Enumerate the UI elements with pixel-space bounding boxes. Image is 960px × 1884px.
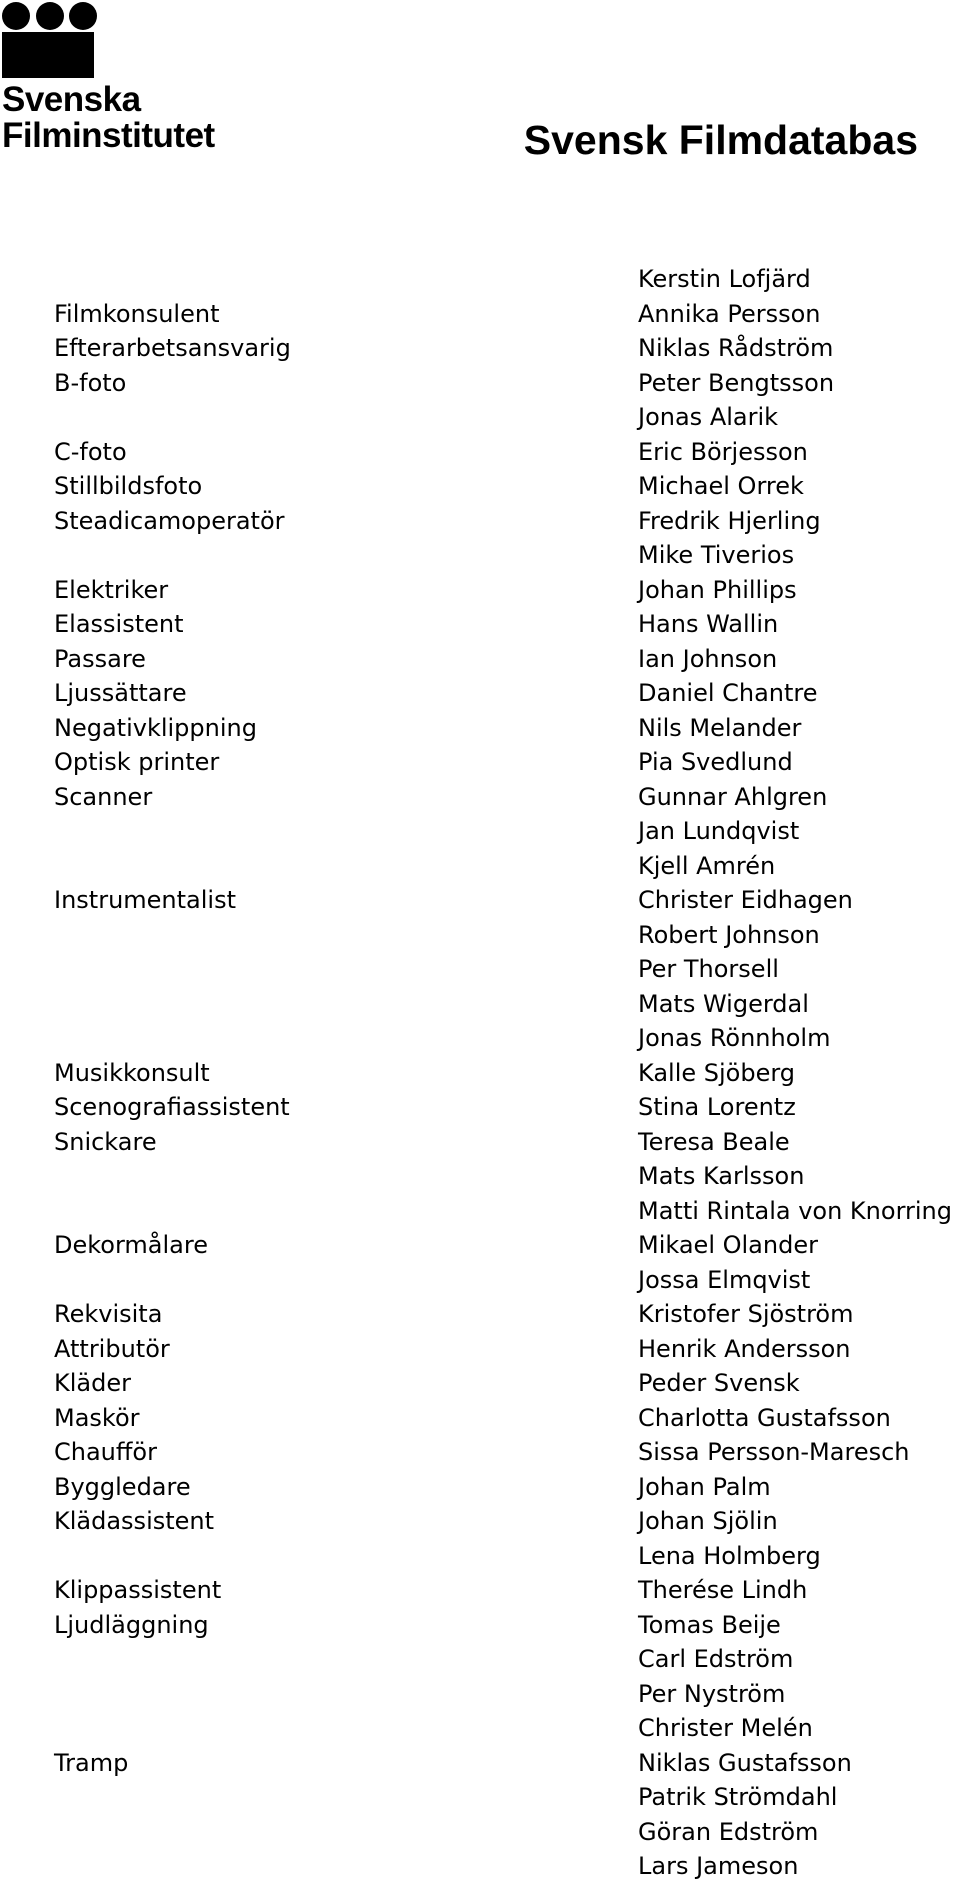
credit-person: Johan Palm: [638, 1472, 771, 1501]
credit-row: [0, 469, 960, 504]
credit-role: Scanner: [54, 782, 153, 811]
credit-person: Carl Edström: [638, 1645, 794, 1673]
credit-person: Pia Svedlund: [638, 748, 793, 776]
credit-row: [0, 676, 960, 711]
credit-row: [0, 538, 960, 573]
logo-dot: [36, 2, 64, 30]
credit-row: [0, 262, 960, 297]
credit-person: Lena Holmberg: [638, 1541, 821, 1570]
credit-row: [0, 952, 960, 987]
credit-person: Per Nyström: [638, 1679, 786, 1708]
credit-row: [0, 745, 960, 780]
credit-row: [0, 1332, 960, 1367]
credit-row: [0, 1401, 960, 1436]
logo-dot: [2, 2, 30, 30]
credit-person: Jan Lundqvist: [638, 817, 800, 845]
credit-person: Christer Melén: [638, 1714, 813, 1742]
credit-person: Johan Phillips: [638, 575, 797, 604]
credit-role: Klädassistent: [54, 1507, 215, 1535]
credit-row: [0, 1435, 960, 1470]
credit-person: Lars Jameson: [638, 1852, 799, 1880]
svenska-filminstitutet-logo: [2, 2, 252, 158]
credit-role: Kläder: [54, 1369, 131, 1397]
credit-row: [0, 711, 960, 746]
credit-role: Filmkonsulent: [54, 299, 220, 328]
credit-role: Passare: [54, 644, 146, 673]
credit-person: Robert Johnson: [638, 920, 820, 949]
credit-row: [0, 1573, 960, 1608]
credit-row: [0, 780, 960, 815]
credit-row: [0, 1470, 960, 1505]
credit-person: Matti Rintala von Knorring: [638, 1196, 952, 1225]
credit-row: [0, 1677, 960, 1712]
credit-row: [0, 1056, 960, 1091]
credit-role: Tramp: [54, 1748, 129, 1777]
credit-person: Henrik Andersson: [638, 1334, 851, 1363]
credit-person: Kjell Amrén: [638, 851, 776, 880]
credit-row: [0, 1780, 960, 1815]
credit-role: Ljussättare: [54, 679, 187, 707]
credit-person: Per Thorsell: [638, 955, 779, 983]
credit-role: Byggledare: [54, 1472, 191, 1501]
credit-role: B-foto: [54, 368, 127, 397]
credit-person: Kalle Sjöberg: [638, 1058, 796, 1087]
credit-row: [0, 1090, 960, 1125]
credit-row: [0, 849, 960, 884]
page-title: Svensk Filmdatabas: [523, 117, 918, 163]
credit-row: [0, 573, 960, 608]
credit-person: Mats Karlsson: [638, 1162, 805, 1190]
credit-person: Jossa Elmqvist: [638, 1265, 811, 1294]
credit-person: Sissa Persson-Maresch: [638, 1438, 910, 1466]
credit-row: [0, 435, 960, 470]
logo-text-line1: Svenska: [2, 80, 141, 119]
credit-role: Stillbildsfoto: [54, 472, 203, 500]
credit-row: [0, 1125, 960, 1160]
credit-row: [0, 1539, 960, 1574]
credit-row: [0, 1746, 960, 1781]
logo-dots: [2, 2, 98, 30]
credit-person: Peder Svensk: [638, 1369, 800, 1397]
credit-role: Snickare: [54, 1127, 157, 1156]
credit-row: [0, 504, 960, 539]
credit-person: Niklas Gustafsson: [638, 1748, 852, 1777]
credit-role: Steadicamoperatör: [54, 506, 285, 535]
credit-person: Mikael Olander: [638, 1231, 818, 1259]
credit-row: [0, 1815, 960, 1850]
credit-person: Stina Lorentz: [638, 1093, 796, 1121]
credit-row: [0, 1366, 960, 1401]
credit-person: Annika Persson: [638, 299, 821, 328]
credit-person: Kerstin Lofjärd: [638, 265, 811, 293]
credit-person: Michael Orrek: [638, 472, 804, 500]
credit-row: [0, 1849, 960, 1884]
credit-row: [0, 607, 960, 642]
credit-person: Charlotta Gustafsson: [638, 1403, 891, 1432]
credit-row: [0, 1608, 960, 1643]
credit-row: [0, 400, 960, 435]
credit-person: Jonas Rönnholm: [638, 1024, 831, 1052]
credit-person: Mike Tiverios: [638, 541, 795, 569]
credit-person: Patrik Strömdahl: [638, 1783, 838, 1811]
credit-role: Maskör: [54, 1403, 140, 1432]
logo-square: [2, 32, 94, 78]
credit-row: [0, 297, 960, 332]
credit-row: [0, 1021, 960, 1056]
credit-role: Negativklippning: [54, 713, 257, 742]
credit-role: Rekvisita: [54, 1300, 163, 1328]
credit-role: Elassistent: [54, 610, 184, 638]
credit-person: Eric Börjesson: [638, 437, 808, 466]
credit-person: Kristofer Sjöström: [638, 1300, 854, 1328]
credit-row: [0, 642, 960, 677]
credit-person: Christer Eidhagen: [638, 886, 853, 914]
credit-person: Jonas Alarik: [638, 403, 779, 431]
credit-row: [0, 1263, 960, 1298]
credit-person: Peter Bengtsson: [638, 368, 835, 397]
credit-row: [0, 1504, 960, 1539]
credit-person: Mats Wigerdal: [638, 989, 809, 1018]
credit-role: Efterarbetsansvarig: [54, 334, 291, 362]
credit-role: Musikkonsult: [54, 1058, 210, 1087]
credit-row: [0, 883, 960, 918]
credit-row: [0, 331, 960, 366]
credit-role: Ljudläggning: [54, 1610, 209, 1639]
credit-row: [0, 987, 960, 1022]
credit-person: Daniel Chantre: [638, 679, 818, 707]
logo-text-line2: Filminstitutet: [2, 116, 215, 155]
credit-role: Elektriker: [54, 575, 169, 604]
credit-role: Chaufför: [54, 1438, 157, 1466]
credit-person: Nils Melander: [638, 713, 802, 742]
credit-person: Ian Johnson: [638, 644, 778, 673]
credit-row: [0, 814, 960, 849]
credit-person: Gunnar Ahlgren: [638, 782, 828, 811]
credit-row: [0, 1159, 960, 1194]
credit-role: Instrumentalist: [54, 886, 237, 914]
credit-row: [0, 1228, 960, 1263]
credit-row: [0, 1711, 960, 1746]
credit-row: [0, 366, 960, 401]
credits-list: [0, 262, 960, 1884]
credit-row: [0, 1194, 960, 1229]
credit-person: Therése Lindh: [638, 1576, 808, 1604]
credit-role: Optisk printer: [54, 748, 220, 776]
credit-person: Johan Sjölin: [638, 1507, 778, 1535]
credit-row: [0, 918, 960, 953]
credit-role: Scenografiassistent: [54, 1093, 290, 1121]
credit-person: Tomas Beije: [638, 1610, 781, 1639]
credit-person: Hans Wallin: [638, 610, 779, 638]
credit-role: Klippassistent: [54, 1576, 222, 1604]
credit-row: [0, 1642, 960, 1677]
credit-row: [0, 1297, 960, 1332]
logo-dot: [69, 2, 97, 30]
credit-role: C-foto: [54, 437, 127, 466]
credit-person: Teresa Beale: [638, 1127, 790, 1156]
credit-person: Fredrik Hjerling: [638, 506, 821, 535]
credit-role: Dekormålare: [54, 1231, 208, 1259]
credit-role: Attributör: [54, 1334, 170, 1363]
credit-person: Göran Edström: [638, 1817, 819, 1846]
credit-person: Niklas Rådström: [638, 334, 834, 362]
